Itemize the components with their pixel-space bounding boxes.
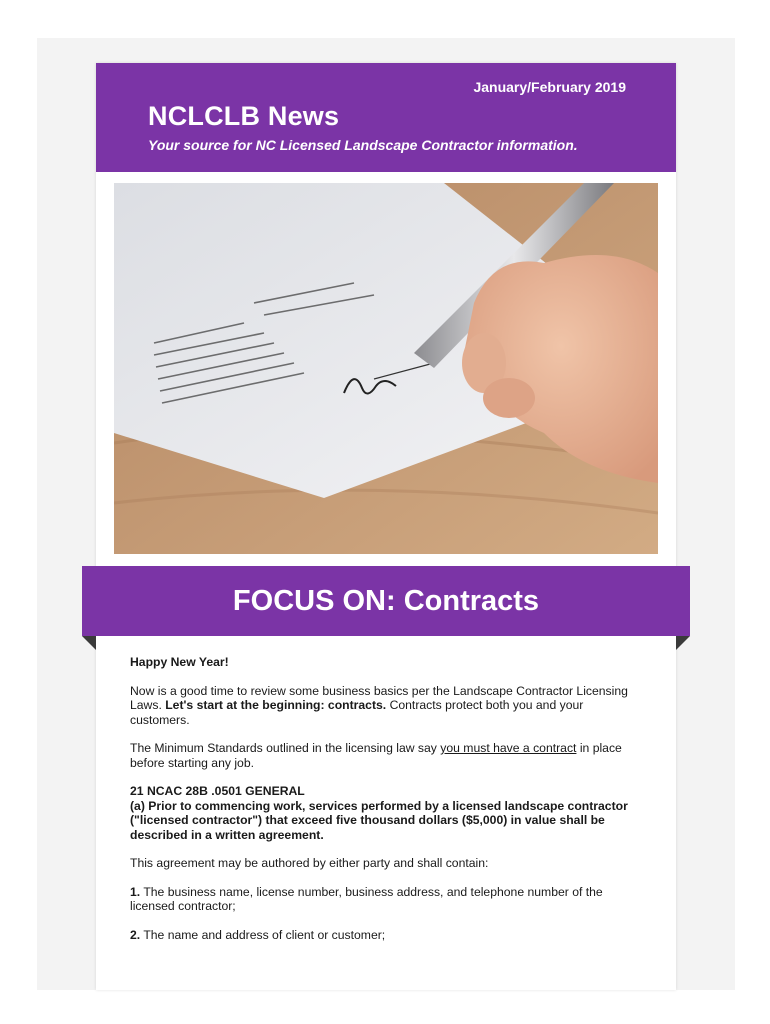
intro-paragraph (130, 684, 635, 728)
item-number: 2. (130, 927, 141, 942)
contract-link[interactable]: you must have a contract (440, 741, 577, 755)
newsletter-header (96, 63, 676, 172)
newsletter-title: NCLCLB News (148, 101, 340, 131)
issue-date: January/February 2019 (473, 79, 626, 95)
banner-fold-left (82, 636, 96, 650)
standards-tail: in place before starting any job. (130, 741, 622, 770)
contract-signing-photo (114, 183, 658, 554)
section-heading: FOCUS ON: Contracts (82, 566, 690, 636)
article-body (130, 655, 635, 956)
item-text: The name and address of client or customer; (140, 927, 386, 942)
item-number: 1. (130, 884, 141, 899)
list-item (130, 928, 635, 943)
list-item (130, 885, 635, 914)
banner-fold-right (676, 636, 690, 650)
standards-text: The Minimum Standards outlined in the licensing law say (130, 741, 441, 755)
intro-text: Now is a good time to review some business basics per the Landscape Contractor Licensing Laws. (130, 683, 628, 712)
intro-bold: Let's start at the beginning: contracts. (165, 698, 387, 712)
rule-paragraph (130, 784, 635, 842)
section-banner (82, 566, 690, 650)
greeting: Happy New Year! (130, 655, 229, 669)
intro-tail: Contracts protect both you and your customers. (130, 698, 584, 727)
agreement-line: This agreement may be authored by either party and shall contain: (130, 856, 489, 870)
newsletter-subtitle: Your source for NC Licensed Landscape Contractor information. (148, 137, 578, 153)
standards-paragraph (130, 741, 635, 770)
item-text: The business name, license number, business address, and telephone number of the licensed contractor; (130, 884, 603, 913)
rule-text: (a) Prior to commencing work, services performed by a licensed landscape contractor ("licensed contractor") that exceed five thousand dollars ($5,000) in value shall be described in a written agreement. (130, 798, 628, 842)
rule-heading: 21 NCAC 28B .0501 GENERAL (130, 784, 305, 798)
